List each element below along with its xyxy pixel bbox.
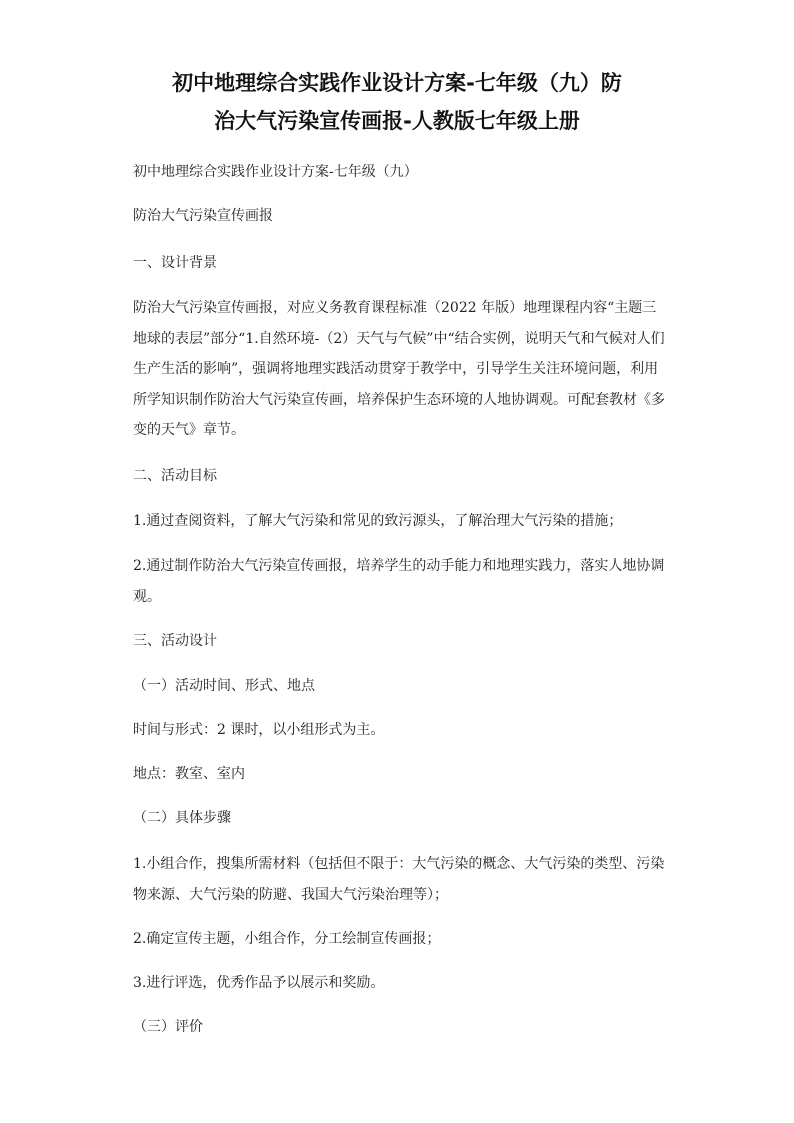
paragraph-line: 物来源、大气污染的防避、我国大气污染治理等）； xyxy=(133,886,448,903)
doc-topic xyxy=(133,202,663,230)
title-line: 初中地理综合实践作业设计方案-七年级（九）防 xyxy=(172,71,622,95)
step-item-2 xyxy=(133,925,663,953)
goal-item-1 xyxy=(133,507,663,535)
step-item-1 xyxy=(133,849,663,910)
paragraph-line: （三）评价 xyxy=(133,1019,203,1035)
paragraph-line: 时间与形式：2 课时，以小组形式为主。 xyxy=(133,722,385,738)
location xyxy=(133,760,663,788)
subsection-heading-time-form-place xyxy=(133,672,663,700)
paragraph-line: 变的天气》章节。 xyxy=(133,422,245,438)
document-title xyxy=(100,64,694,140)
section-heading-activity-design xyxy=(133,627,663,655)
paragraph-line: 1.通过查阅资料，了解大气污染和常见的致污源头，了解治理大气污染的措施； xyxy=(133,513,623,529)
background-paragraph xyxy=(133,293,663,446)
paragraph-line: 防治大气污染宣传画报，对应义务教育课程标准（2022 年版）地理课程内容“主题三 xyxy=(133,300,657,316)
paragraph-line: 生产生活的影响”，强调将地理实践活动贯穿于教学中，引导学生关注环境问题，利用 xyxy=(133,361,659,377)
step-item-3 xyxy=(133,969,663,997)
paragraph-line: 所学知识制作防治大气污染宣传画，培养保护生态环境的人地协调观。可配套教材《多 xyxy=(133,391,665,408)
paragraph-line: 初中地理综合实践作业设计方案-七年级（九） xyxy=(133,164,418,180)
paragraph-line: （二）具体步骤 xyxy=(133,810,231,826)
doc-subtitle xyxy=(133,158,663,186)
paragraph-line: 地点：教室、室内 xyxy=(133,766,245,782)
section-heading-design-background xyxy=(133,249,663,277)
paragraph-line: 三、活动设计 xyxy=(133,633,217,649)
paragraph-line: 地球的表层”部分“1.自然环境-（2）天气与气候”中“结合实例，说明天气和气候对人们 xyxy=(133,330,665,347)
paragraph-line: 二、活动目标 xyxy=(133,468,217,484)
paragraph-line: （一）活动时间、形式、地点 xyxy=(133,678,315,694)
goal-item-2 xyxy=(133,551,663,612)
paragraph-line: 1.小组合作，搜集所需材料（包括但不限于：大气污染的概念、大气污染的类型、污染 xyxy=(133,856,665,872)
subsection-heading-steps xyxy=(133,804,663,832)
section-heading-activity-goals xyxy=(133,462,663,490)
paragraph-line: 2.通过制作防治大气污染宣传画报，培养学生的动手能力和地理实践力，落实人地协调 xyxy=(133,558,665,574)
paragraph-line: 3.进行评选，优秀作品予以展示和奖励。 xyxy=(133,975,385,991)
paragraph-line: 防治大气污染宣传画报 xyxy=(133,208,273,224)
subsection-heading-evaluation xyxy=(133,1013,663,1041)
paragraph-line: 观。 xyxy=(133,588,161,605)
title-line: 治大气污染宣传画报-人教版七年级上册 xyxy=(214,109,580,133)
time-and-form xyxy=(133,716,663,744)
paragraph-line: 2.确定宣传主题，小组合作，分工绘制宣传画报； xyxy=(133,931,441,947)
paragraph-line: 一、设计背景 xyxy=(133,255,217,271)
